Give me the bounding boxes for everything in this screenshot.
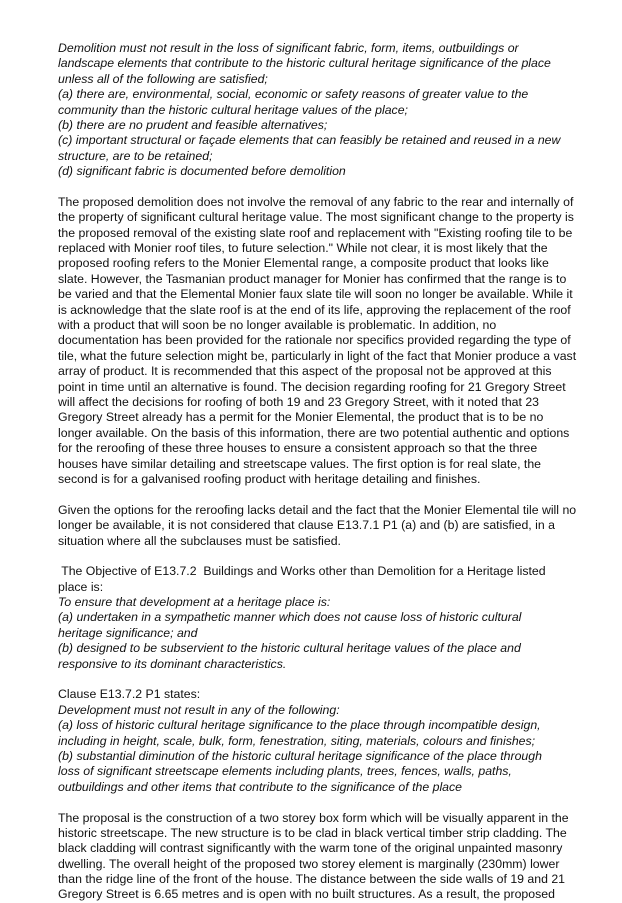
reroofing-conclusion — [58, 503, 578, 549]
clause-text — [58, 703, 578, 795]
text-line: Clause E13.7.2 P1 states: — [58, 687, 201, 702]
text-line: structure, are to be retained; — [58, 148, 213, 163]
text-line: dwelling. The overall height of the proposed two storey element is marginally (230mm) lower — [58, 856, 560, 871]
document-page — [58, 41, 578, 903]
text-line: tile, what the future selection might be, particularly in light of the fact that Monier produce a vast — [58, 348, 577, 363]
paragraph-gap — [58, 549, 578, 564]
text-line: the property of significant cultural heritage value. The most significant change to the property is — [58, 210, 574, 225]
text-line: (a) undertaken in a sympathetic manner which does not cause loss of historic cultural — [58, 610, 522, 625]
text-line: The Objective of E13.7.2 Buildings and Works other than Demolition for a Heritage listed — [58, 564, 546, 579]
text-line: array of product. It is recommended that this aspect of the proposal not be approved at this — [58, 364, 552, 379]
text-line: second is for a galvanised roofing product with heritage detailing and finishes. — [58, 471, 481, 486]
text-line: (b) substantial diminution of the historic cultural heritage significance of the place through — [58, 748, 542, 763]
text-line: loss of significant streetscape elements including plants, trees, fences, walls, paths, — [58, 764, 512, 779]
text-line: longer be available, it is not considered that clause E13.7.1 P1 (a) and (b) are satisfied, in a — [58, 518, 555, 533]
objective-heading — [58, 564, 578, 595]
text-line: including in height, scale, bulk, form, fenestration, siting, materials, colours and finishes; — [58, 733, 536, 748]
text-line: for the reroofing of these three houses to ensure a consistent approach so that the three — [58, 441, 538, 456]
text-line: (b) there are no prudent and feasible alternatives; — [58, 117, 328, 132]
text-line: Given the options for the reroofing lacks detail and the fact that the Monier Elemental tile will no — [58, 502, 577, 517]
text-line: outbuildings and other items that contribute to the significance of the place — [58, 779, 463, 794]
text-line: (b) designed to be subservient to the historic cultural heritage values of the place and — [58, 641, 521, 656]
text-line: (a) there are, environmental, social, economic or safety reasons of greater value to the — [58, 87, 529, 102]
text-line: point in time until an alternative is found. The decision regarding roofing for 21 Gregory Street — [58, 379, 566, 394]
text-line: historic streetscape. The new structure is to be clad in black vertical timber strip cladding. The — [58, 825, 567, 840]
demolition-assessment — [58, 195, 578, 487]
paragraph-gap — [58, 795, 578, 810]
text-line: the proposed removal of the existing slate roof and replacement with "Existing roofing tile to be — [58, 225, 573, 240]
text-line: longer available. On the basis of this information, there are two potential authentic and options — [58, 425, 570, 440]
proposal-assessment — [58, 811, 578, 903]
text-line: proposed roofing refers to the Monier Elemental range, a composite product that looks like — [58, 256, 549, 271]
text-line: Gregory Street already has a permit for the Monier Elemental, the product that is to be no — [58, 410, 544, 425]
text-line: place is: — [58, 579, 104, 594]
text-line: replaced with Monier roof tiles, to future selection." While not clear, it is most likely that the — [58, 241, 548, 256]
text-line: landscape elements that contribute to the historic cultural heritage significance of the place — [58, 56, 551, 71]
paragraph-gap — [58, 180, 578, 195]
text-line: houses have similar detailing and streetscape values. The first option is for real slate, the — [58, 456, 542, 471]
demolition-criteria — [58, 41, 578, 180]
text-line: heritage significance; and — [58, 625, 198, 640]
objective-text — [58, 595, 578, 672]
text-line: (a) loss of historic cultural heritage significance to the place through incompatible design, — [58, 718, 541, 733]
text-line: be varied and that the Elemental Monier faux slate tile will soon no longer be available. While it — [58, 287, 573, 302]
text-line: slate. However, the Tasmanian product manager for Monier has confirmed that the range is to — [58, 271, 567, 286]
text-line: is acknowledge that the slate roof is at the end of its life, approving the replacement of the roof — [58, 302, 571, 317]
text-line: To ensure that development at a heritage place is: — [58, 595, 331, 610]
text-line: Demolition must not result in the loss of significant fabric, form, items, outbuildings or — [58, 41, 519, 55]
text-line: unless all of the following are satisfied; — [58, 71, 268, 86]
text-line: than the ridge line of the front of the house. The distance between the side walls of 19 and 21 — [58, 872, 566, 887]
clause-heading — [58, 687, 578, 702]
text-line: (c) important structural or façade elements that can feasibly be retained and reused in a new — [58, 133, 561, 148]
text-line: Gregory Street is 6.65 metres and is open with no built structures. As a result, the proposed — [58, 887, 555, 902]
text-line: with a product that will soon be no longer available is problematic. In addition, no — [58, 318, 497, 333]
text-line: The proposed demolition does not involve the removal of any fabric to the rear and internally of — [58, 194, 574, 209]
text-line: Development must not result in any of the following: — [58, 702, 340, 717]
text-line: responsive to its dominant characteristics. — [58, 656, 287, 671]
paragraph-gap — [58, 672, 578, 687]
text-line: situation where all the subclauses must be satisfied. — [58, 533, 341, 548]
text-line: will affect the decisions for roofing of both 19 and 23 Gregory Street, with it noted that 23 — [58, 394, 540, 409]
text-line: The proposal is the construction of a two storey box form which will be visually apparent in the — [58, 810, 569, 825]
text-line: (d) significant fabric is documented before demolition — [58, 164, 346, 179]
text-line: black cladding will contrast significantly with the warm tone of the original unpainted masonry — [58, 841, 563, 856]
text-line: community than the historic cultural heritage values of the place; — [58, 102, 408, 117]
text-line: documentation has been provided for the rationale nor specifics provided regarding the type of — [58, 333, 571, 348]
paragraph-gap — [58, 487, 578, 502]
